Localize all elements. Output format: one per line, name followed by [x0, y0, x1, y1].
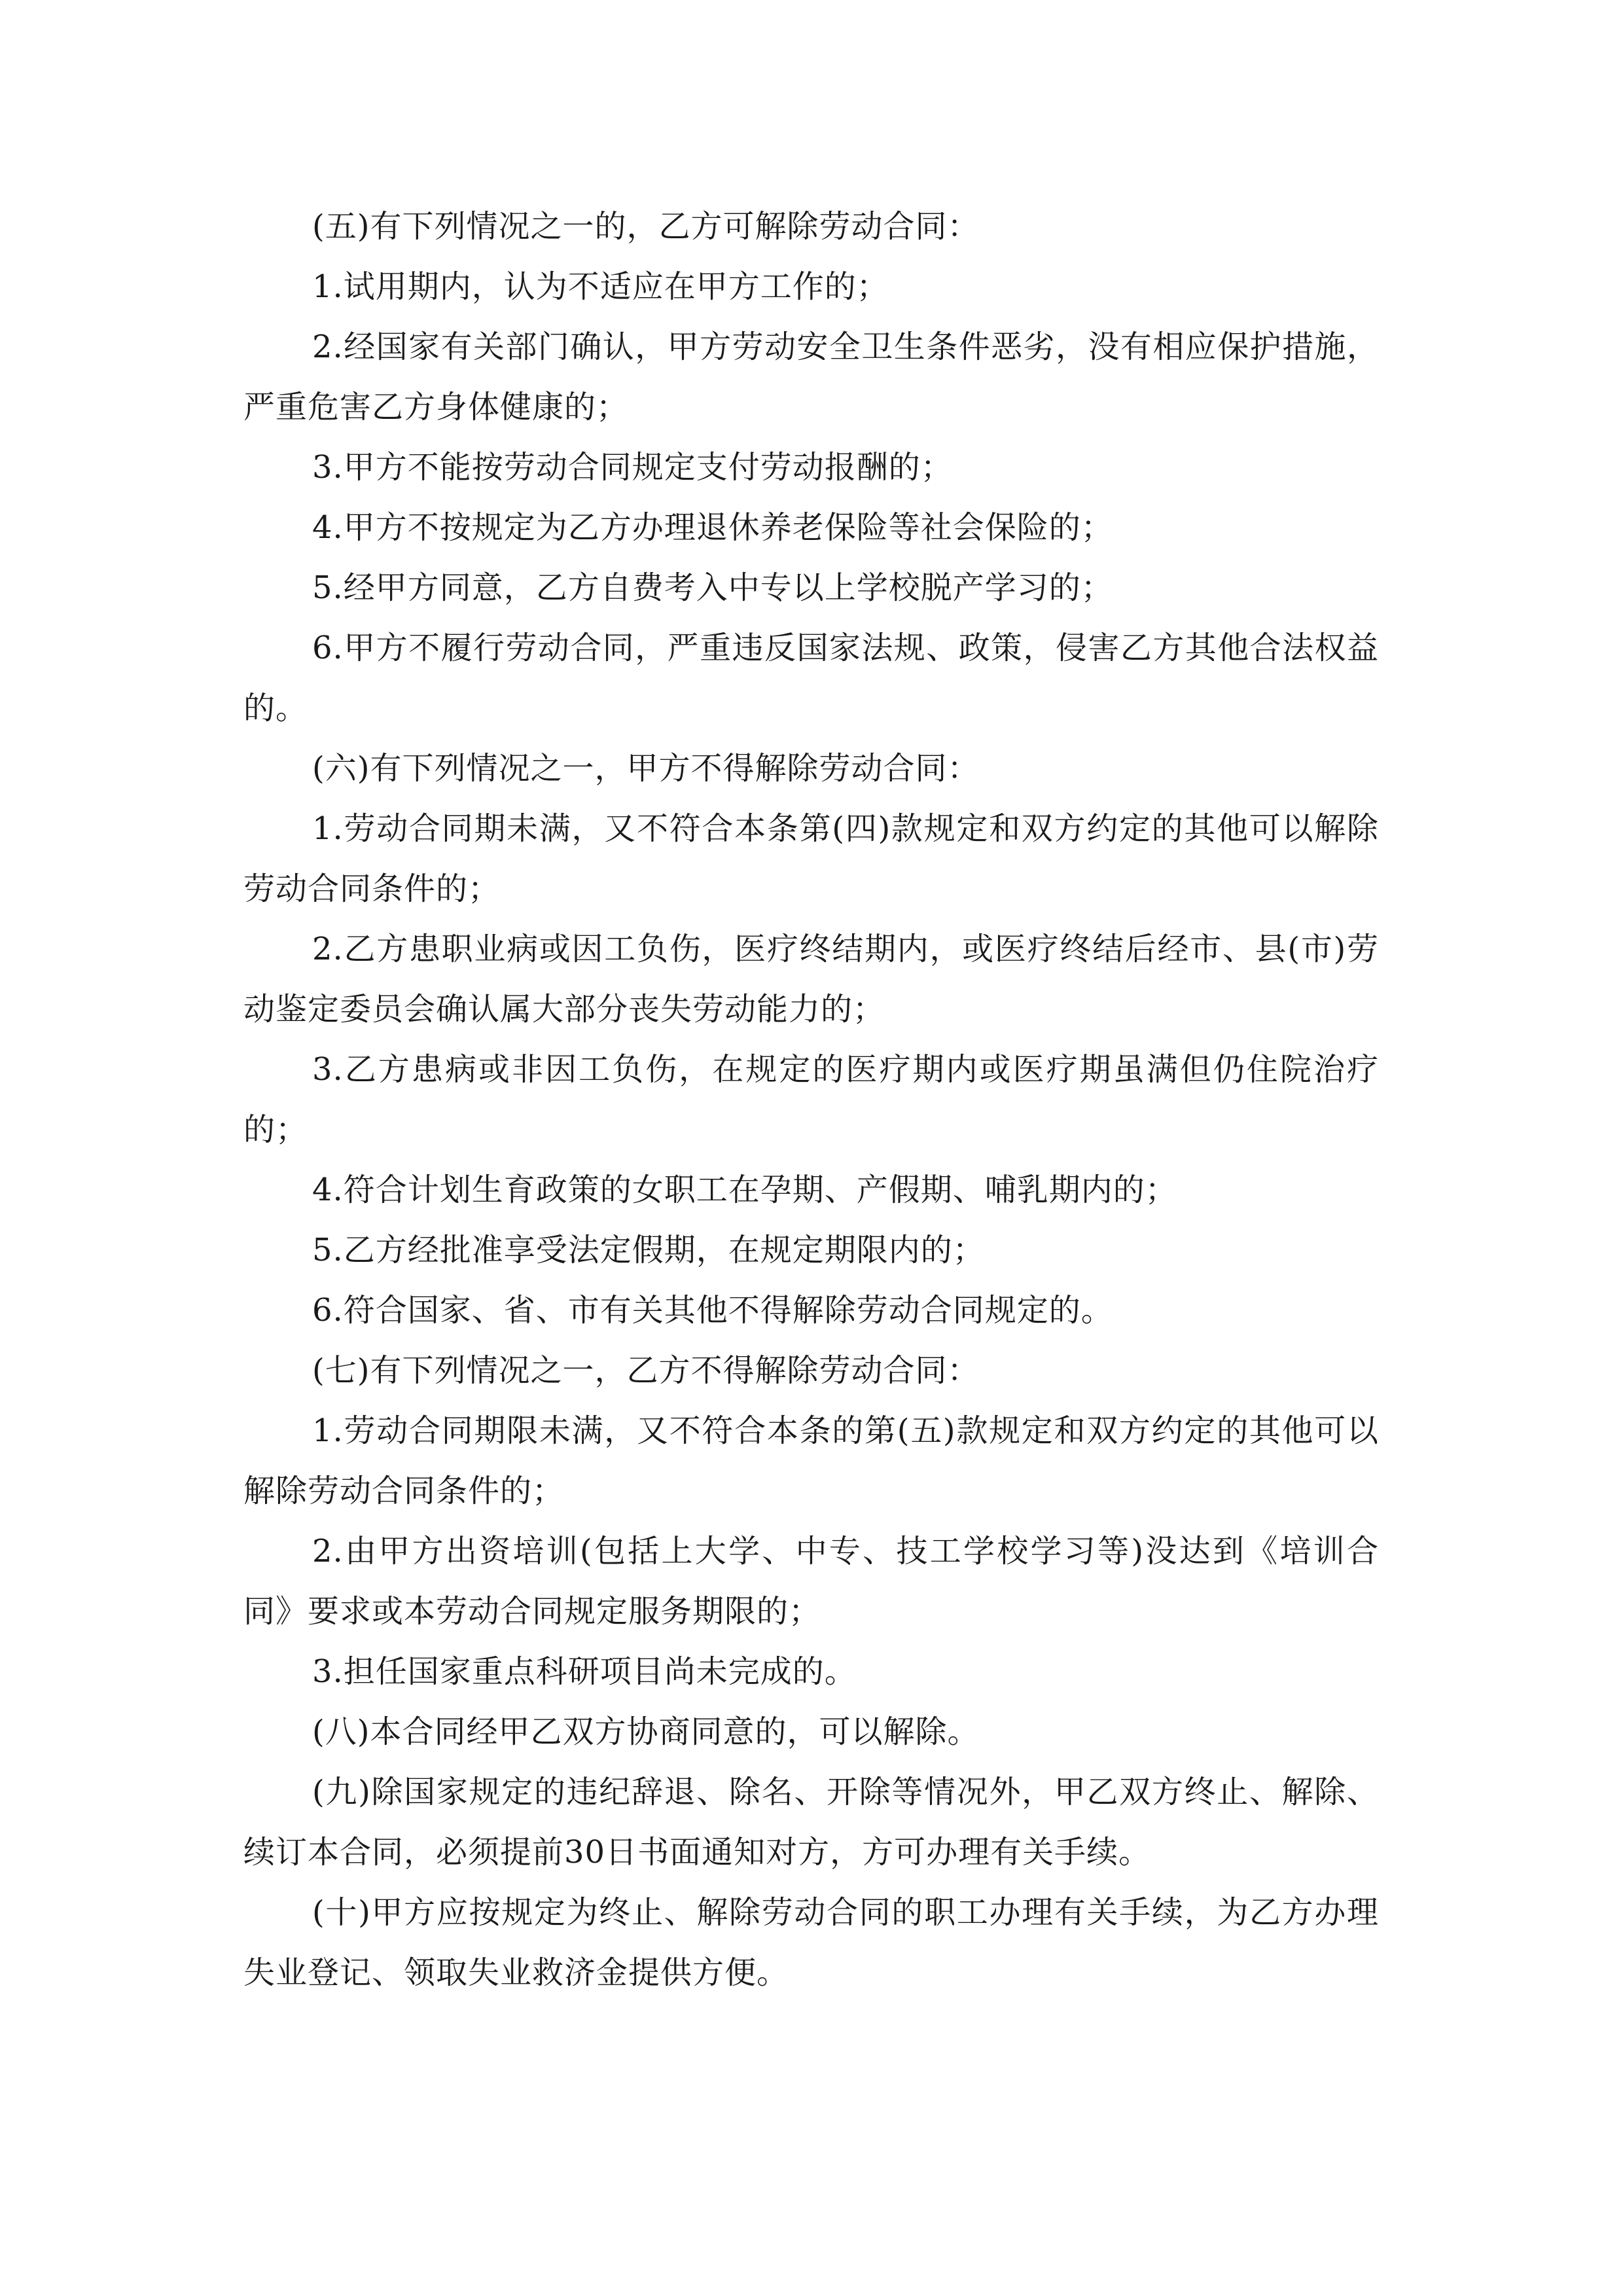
paragraph-clause-7-item-3: 3.担任国家重点科研项目尚未完成的。	[312, 1653, 857, 1690]
paragraph-clause-7-item-2: 2.由甲方出资培训(包括上大学、中专、技工学校学习等)没达到《培训合同》要求或本劳动合同规定服务期限的；	[243, 1533, 1379, 1630]
paragraph-clause-10: (十)甲方应按规定为终止、解除劳动合同的职工办理有关手续，为乙方办理失业登记、领取失业救济金提供方便。	[243, 1894, 1379, 1991]
document-body	[243, 196, 1379, 2003]
paragraph-clause-6-item-5: 5.乙方经批准享受法定假期，在规定期限内的；	[312, 1232, 985, 1268]
paragraph-clause-5-item-4: 4.甲方不按规定为乙方办理退休养老保险等社会保险的；	[312, 509, 1113, 546]
paragraph-clause-5-item-6: 6.甲方不履行劳动合同，严重违反国家法规、政策，侵害乙方其他合法权益的。	[243, 630, 1379, 726]
paragraph-clause-5-heading: (五)有下列情况之一的，乙方可解除劳动合同：	[312, 208, 980, 245]
paragraph-clause-6-item-4: 4.符合计划生育政策的女职工在孕期、产假期、哺乳期内的；	[312, 1172, 1177, 1208]
paragraph-clause-6-heading: (六)有下列情况之一，甲方不得解除劳动合同：	[312, 750, 980, 787]
paragraph-clause-6-item-3: 3.乙方患病或非因工负伤，在规定的医疗期内或医疗期虽满但仍住院治疗的；	[243, 1051, 1379, 1148]
paragraph-clause-6-item-2: 2.乙方患职业病或因工负伤，医疗终结期内，或医疗终结后经市、县(市)劳动鉴定委员会确认属大部分丧失劳动能力的；	[243, 931, 1379, 1028]
paragraph-clause-7-item-1: 1.劳动合同期限未满，又不符合本条的第(五)款规定和双方约定的其他可以解除劳动合同条件的；	[243, 1412, 1379, 1509]
paragraph-clause-9: (九)除国家规定的违纪辞退、除名、开除等情况外，甲乙双方终止、解除、续订本合同，必须提前30日书面通知对方，方可办理有关手续。	[243, 1774, 1379, 1871]
paragraph-clause-5-item-2: 2.经国家有关部门确认，甲方劳动安全卫生条件恶劣，没有相应保护措施，严重危害乙方身体健康的；	[243, 329, 1379, 425]
paragraph-clause-6-item-6: 6.符合国家、省、市有关其他不得解除劳动合同规定的。	[312, 1292, 1113, 1329]
paragraph-clause-8: (八)本合同经甲乙双方协商同意的，可以解除。	[312, 1713, 980, 1750]
paragraph-clause-7-heading: (七)有下列情况之一，乙方不得解除劳动合同：	[312, 1352, 980, 1389]
paragraph-clause-5-item-3: 3.甲方不能按劳动合同规定支付劳动报酬的；	[312, 449, 953, 486]
paragraph-clause-6-item-1: 1.劳动合同期未满，又不符合本条第(四)款规定和双方约定的其他可以解除劳动合同条件的；	[243, 810, 1379, 907]
paragraph-clause-5-item-1: 1.试用期内，认为不适应在甲方工作的；	[312, 268, 889, 305]
paragraph-clause-5-item-5: 5.经甲方同意，乙方自费考入中专以上学校脱产学习的；	[312, 569, 1113, 606]
